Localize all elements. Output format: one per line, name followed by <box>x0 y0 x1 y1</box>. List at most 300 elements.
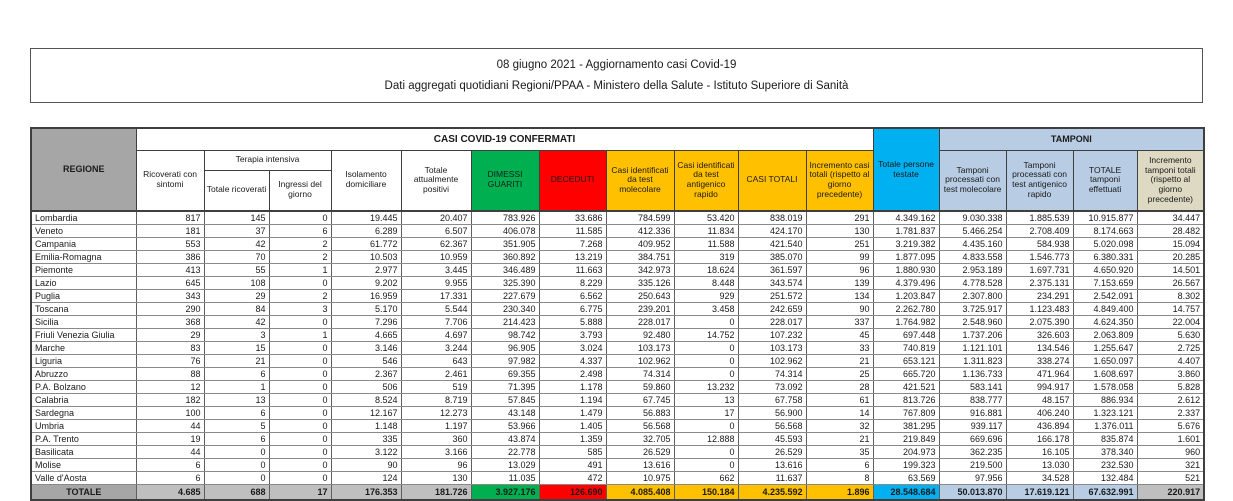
col-header-ricoverati: Ricoverati con sintomi <box>136 150 204 211</box>
value-cell: 521 <box>1137 472 1204 485</box>
region-cell: Lombardia <box>31 211 136 225</box>
value-cell: 7.706 <box>401 316 471 329</box>
value-cell: 166.178 <box>1006 433 1073 446</box>
value-cell: 100 <box>136 407 204 420</box>
value-cell: 6 <box>136 472 204 485</box>
total-value-cell: 4.235.592 <box>738 485 806 501</box>
table-row <box>31 459 1204 472</box>
value-cell: 519 <box>401 381 471 394</box>
value-cell: 230.340 <box>471 303 539 316</box>
value-cell: 18.624 <box>674 264 738 277</box>
value-cell: 4.778.528 <box>939 277 1006 290</box>
value-cell: 929 <box>674 290 738 303</box>
value-cell: 0 <box>269 459 331 472</box>
value-cell: 2 <box>269 290 331 303</box>
total-row <box>31 485 1204 501</box>
value-cell: 44 <box>136 446 204 459</box>
value-cell: 71.395 <box>471 381 539 394</box>
value-cell: 491 <box>539 459 606 472</box>
value-cell: 16.105 <box>1006 446 1073 459</box>
value-cell: 3.024 <box>539 342 606 355</box>
value-cell: 17 <box>674 407 738 420</box>
value-cell: 56.900 <box>738 407 806 420</box>
value-cell: 20.285 <box>1137 251 1204 264</box>
value-cell: 3.244 <box>401 342 471 355</box>
value-cell: 767.809 <box>873 407 939 420</box>
value-cell: 326.603 <box>1006 329 1073 342</box>
value-cell: 409.952 <box>606 238 674 251</box>
value-cell: 29 <box>136 329 204 342</box>
value-cell: 662 <box>674 472 738 485</box>
value-cell: 2 <box>269 251 331 264</box>
value-cell: 817 <box>136 211 204 225</box>
value-cell: 335.126 <box>606 277 674 290</box>
value-cell: 22.778 <box>471 446 539 459</box>
value-cell: 653.121 <box>873 355 939 368</box>
value-cell: 2.262.780 <box>873 303 939 316</box>
value-cell: 69.355 <box>471 368 539 381</box>
value-cell: 5.020.098 <box>1073 238 1137 251</box>
value-cell: 335 <box>331 433 401 446</box>
value-cell: 234.291 <box>1006 290 1073 303</box>
region-cell: Molise <box>31 459 136 472</box>
value-cell: 8.524 <box>331 394 401 407</box>
value-cell: 19 <box>136 433 204 446</box>
region-cell: Veneto <box>31 225 136 238</box>
value-cell: 0 <box>674 446 738 459</box>
region-cell: Toscana <box>31 303 136 316</box>
value-cell: 20.407 <box>401 211 471 225</box>
value-cell: 14.501 <box>1137 264 1204 277</box>
value-cell: 13.616 <box>738 459 806 472</box>
col-header-persone-testate: Totale persone testate <box>873 128 939 211</box>
value-cell: 13 <box>204 394 269 407</box>
value-cell: 585 <box>539 446 606 459</box>
value-cell: 48.157 <box>1006 394 1073 407</box>
value-cell: 1.255.647 <box>1073 342 1137 355</box>
value-cell: 5.888 <box>539 316 606 329</box>
value-cell: 583.141 <box>939 381 1006 394</box>
col-header-dimessi-guariti: DIMESSI GUARITI <box>471 150 539 211</box>
value-cell: 37 <box>204 225 269 238</box>
value-cell: 67.758 <box>738 394 806 407</box>
value-cell: 424.170 <box>738 225 806 238</box>
value-cell: 73.092 <box>738 381 806 394</box>
value-cell: 1.479 <box>539 407 606 420</box>
value-cell: 384.751 <box>606 251 674 264</box>
value-cell: 0 <box>269 342 331 355</box>
value-cell: 22.004 <box>1137 316 1204 329</box>
table-row <box>31 368 1204 381</box>
value-cell: 916.881 <box>939 407 1006 420</box>
value-cell: 12.167 <box>331 407 401 420</box>
value-cell: 33.686 <box>539 211 606 225</box>
value-cell: 4.665 <box>331 329 401 342</box>
value-cell: 1 <box>204 381 269 394</box>
value-cell: 15.094 <box>1137 238 1204 251</box>
value-cell: 13.232 <box>674 381 738 394</box>
value-cell: 76 <box>136 355 204 368</box>
value-cell: 4.624.350 <box>1073 316 1137 329</box>
value-cell: 11.585 <box>539 225 606 238</box>
value-cell: 436.894 <box>1006 420 1073 433</box>
value-cell: 70 <box>204 251 269 264</box>
value-cell: 10.503 <box>331 251 401 264</box>
total-value-cell: 688 <box>204 485 269 501</box>
value-cell: 1.885.539 <box>1006 211 1073 225</box>
value-cell: 1.194 <box>539 394 606 407</box>
value-cell: 43.874 <box>471 433 539 446</box>
value-cell: 103.173 <box>738 342 806 355</box>
group-header-confermati: CASI COVID-19 CONFERMATI <box>136 128 873 150</box>
value-cell: 1.877.095 <box>873 251 939 264</box>
value-cell: 102.962 <box>738 355 806 368</box>
value-cell: 5.544 <box>401 303 471 316</box>
value-cell: 783.926 <box>471 211 539 225</box>
col-header-terapia-totale: Totale ricoverati <box>204 170 269 211</box>
value-cell: 4.650.920 <box>1073 264 1137 277</box>
value-cell: 2.977 <box>331 264 401 277</box>
value-cell: 3.445 <box>401 264 471 277</box>
value-cell: 232.530 <box>1073 459 1137 472</box>
value-cell: 2.075.390 <box>1006 316 1073 329</box>
value-cell: 6 <box>204 368 269 381</box>
value-cell: 10.959 <box>401 251 471 264</box>
value-cell: 319 <box>674 251 738 264</box>
value-cell: 835.874 <box>1073 433 1137 446</box>
table-row <box>31 225 1204 238</box>
value-cell: 7.153.659 <box>1073 277 1137 290</box>
covid-data-table <box>30 127 1205 501</box>
total-value-cell: 4.085.408 <box>606 485 674 501</box>
table-row <box>31 446 1204 459</box>
value-cell: 6.380.331 <box>1073 251 1137 264</box>
value-cell: 0 <box>269 381 331 394</box>
value-cell: 11.588 <box>674 238 738 251</box>
value-cell: 45.593 <box>738 433 806 446</box>
value-cell: 1.123.483 <box>1006 303 1073 316</box>
value-cell: 29 <box>204 290 269 303</box>
value-cell: 12.273 <box>401 407 471 420</box>
value-cell: 813.726 <box>873 394 939 407</box>
region-cell: Lazio <box>31 277 136 290</box>
value-cell: 0 <box>204 446 269 459</box>
value-cell: 0 <box>269 472 331 485</box>
value-cell: 4.435.160 <box>939 238 1006 251</box>
region-cell: Sicilia <box>31 316 136 329</box>
value-cell: 412.336 <box>606 225 674 238</box>
value-cell: 3.793 <box>539 329 606 342</box>
table-row <box>31 394 1204 407</box>
region-cell: Sardegna <box>31 407 136 420</box>
value-cell: 3.122 <box>331 446 401 459</box>
value-cell: 26.567 <box>1137 277 1204 290</box>
value-cell: 59.860 <box>606 381 674 394</box>
value-cell: 11.035 <box>471 472 539 485</box>
value-cell: 92.480 <box>606 329 674 342</box>
value-cell: 5.676 <box>1137 420 1204 433</box>
value-cell: 3.458 <box>674 303 738 316</box>
value-cell: 2 <box>269 238 331 251</box>
value-cell: 0 <box>269 277 331 290</box>
value-cell: 406.240 <box>1006 407 1073 420</box>
value-cell: 227.679 <box>471 290 539 303</box>
value-cell: 61 <box>806 394 873 407</box>
value-cell: 107.232 <box>738 329 806 342</box>
total-value-cell: 176.353 <box>331 485 401 501</box>
value-cell: 553 <box>136 238 204 251</box>
table-row <box>31 277 1204 290</box>
value-cell: 346.489 <box>471 264 539 277</box>
value-cell: 45 <box>806 329 873 342</box>
region-cell: Campania <box>31 238 136 251</box>
value-cell: 0 <box>269 420 331 433</box>
region-cell: Friuli Venezia Giulia <box>31 329 136 342</box>
value-cell: 134.546 <box>1006 342 1073 355</box>
value-cell: 9.030.338 <box>939 211 1006 225</box>
total-value-cell: 126.690 <box>539 485 606 501</box>
region-cell: Valle d'Aosta <box>31 472 136 485</box>
value-cell: 21 <box>204 355 269 368</box>
value-cell: 351.905 <box>471 238 539 251</box>
value-cell: 132.484 <box>1073 472 1137 485</box>
total-value-cell: 3.927.176 <box>471 485 539 501</box>
value-cell: 1.781.837 <box>873 225 939 238</box>
value-cell: 34.447 <box>1137 211 1204 225</box>
col-header-casi-antigenico: Casi identificati da test antigenico rapido <box>674 150 738 211</box>
table-row <box>31 238 1204 251</box>
value-cell: 0 <box>269 407 331 420</box>
value-cell: 2.063.809 <box>1073 329 1137 342</box>
value-cell: 1.880.930 <box>873 264 939 277</box>
region-cell: Umbria <box>31 420 136 433</box>
value-cell: 26.529 <box>738 446 806 459</box>
value-cell: 2.542.091 <box>1073 290 1137 303</box>
value-cell: 4.337 <box>539 355 606 368</box>
value-cell: 1 <box>269 264 331 277</box>
value-cell: 0 <box>269 394 331 407</box>
total-value-cell: 4.685 <box>136 485 204 501</box>
value-cell: 1.546.773 <box>1006 251 1073 264</box>
value-cell: 21 <box>806 433 873 446</box>
value-cell: 8.719 <box>401 394 471 407</box>
value-cell: 90 <box>806 303 873 316</box>
value-cell: 665.720 <box>873 368 939 381</box>
value-cell: 3.725.917 <box>939 303 1006 316</box>
value-cell: 368 <box>136 316 204 329</box>
value-cell: 2.953.189 <box>939 264 1006 277</box>
value-cell: 25 <box>806 368 873 381</box>
value-cell: 0 <box>674 355 738 368</box>
value-cell: 83 <box>136 342 204 355</box>
value-cell: 1.121.101 <box>939 342 1006 355</box>
col-header-tamponi-totale: TOTALE tamponi effettuati <box>1073 150 1137 211</box>
value-cell: 5.170 <box>331 303 401 316</box>
col-header-tamponi-antigenico: Tamponi processati con test antigenico rapido <box>1006 150 1073 211</box>
value-cell: 2.548.960 <box>939 316 1006 329</box>
value-cell: 2.461 <box>401 368 471 381</box>
value-cell: 1.697.731 <box>1006 264 1073 277</box>
value-cell: 6 <box>136 459 204 472</box>
value-cell: 7.296 <box>331 316 401 329</box>
value-cell: 90 <box>331 459 401 472</box>
value-cell: 421.540 <box>738 238 806 251</box>
value-cell: 250.643 <box>606 290 674 303</box>
value-cell: 669.696 <box>939 433 1006 446</box>
value-cell: 4.407 <box>1137 355 1204 368</box>
region-cell: P.A. Trento <box>31 433 136 446</box>
value-cell: 13.030 <box>1006 459 1073 472</box>
value-cell: 251 <box>806 238 873 251</box>
value-cell: 15 <box>204 342 269 355</box>
value-cell: 740.819 <box>873 342 939 355</box>
value-cell: 4.697 <box>401 329 471 342</box>
value-cell: 56.568 <box>738 420 806 433</box>
value-cell: 42 <box>204 316 269 329</box>
value-cell: 182 <box>136 394 204 407</box>
table-row <box>31 472 1204 485</box>
value-cell: 1.311.823 <box>939 355 1006 368</box>
table-row <box>31 316 1204 329</box>
value-cell: 8.229 <box>539 277 606 290</box>
table-row <box>31 407 1204 420</box>
value-cell: 4.379.496 <box>873 277 939 290</box>
value-cell: 8.302 <box>1137 290 1204 303</box>
value-cell: 2.375.131 <box>1006 277 1073 290</box>
total-value-cell: 50.013.870 <box>939 485 1006 501</box>
value-cell: 1.405 <box>539 420 606 433</box>
value-cell: 1.136.733 <box>939 368 1006 381</box>
table-row <box>31 329 1204 342</box>
value-cell: 17.331 <box>401 290 471 303</box>
value-cell: 6 <box>806 459 873 472</box>
value-cell: 1.608.697 <box>1073 368 1137 381</box>
value-cell: 97.956 <box>939 472 1006 485</box>
value-cell: 385.070 <box>738 251 806 264</box>
value-cell: 994.917 <box>1006 381 1073 394</box>
value-cell: 99 <box>806 251 873 264</box>
value-cell: 939.117 <box>939 420 1006 433</box>
value-cell: 12 <box>136 381 204 394</box>
value-cell: 5.630 <box>1137 329 1204 342</box>
value-cell: 11.663 <box>539 264 606 277</box>
value-cell: 6.562 <box>539 290 606 303</box>
value-cell: 1.148 <box>331 420 401 433</box>
value-cell: 960 <box>1137 446 1204 459</box>
value-cell: 471.964 <box>1006 368 1073 381</box>
value-cell: 381.295 <box>873 420 939 433</box>
value-cell: 9.202 <box>331 277 401 290</box>
value-cell: 8 <box>806 472 873 485</box>
value-cell: 2.708.409 <box>1006 225 1073 238</box>
value-cell: 67.745 <box>606 394 674 407</box>
value-cell: 360.892 <box>471 251 539 264</box>
value-cell: 9.955 <box>401 277 471 290</box>
value-cell: 3.166 <box>401 446 471 459</box>
value-cell: 3.860 <box>1137 368 1204 381</box>
value-cell: 4.833.558 <box>939 251 1006 264</box>
value-cell: 13 <box>674 394 738 407</box>
col-header-terapia-ingressi: Ingressi del giorno <box>269 170 331 211</box>
table-row <box>31 290 1204 303</box>
value-cell: 1.203.847 <box>873 290 939 303</box>
value-cell: 362.235 <box>939 446 1006 459</box>
value-cell: 0 <box>269 316 331 329</box>
value-cell: 28 <box>806 381 873 394</box>
value-cell: 2.612 <box>1137 394 1204 407</box>
value-cell: 546 <box>331 355 401 368</box>
total-label-cell: TOTALE <box>31 485 136 501</box>
value-cell: 74.314 <box>738 368 806 381</box>
value-cell: 84 <box>204 303 269 316</box>
value-cell: 886.934 <box>1073 394 1137 407</box>
table-row <box>31 264 1204 277</box>
value-cell: 130 <box>806 225 873 238</box>
value-cell: 584.938 <box>1006 238 1073 251</box>
value-cell: 361.597 <box>738 264 806 277</box>
value-cell: 32 <box>806 420 873 433</box>
value-cell: 34.528 <box>1006 472 1073 485</box>
value-cell: 56.568 <box>606 420 674 433</box>
value-cell: 2.367 <box>331 368 401 381</box>
col-header-isolamento: Isolamento domiciliare <box>331 150 401 211</box>
report-title-line2: Dati aggregati quotidiani Regioni/PPAA - Ministero della Salute - Istituto Superiore di Sanità <box>384 80 849 93</box>
value-cell: 342.973 <box>606 264 674 277</box>
value-cell: 53.966 <box>471 420 539 433</box>
value-cell: 697.448 <box>873 329 939 342</box>
value-cell: 33 <box>806 342 873 355</box>
value-cell: 3 <box>204 329 269 342</box>
value-cell: 14 <box>806 407 873 420</box>
value-cell: 56.883 <box>606 407 674 420</box>
value-cell: 6.775 <box>539 303 606 316</box>
total-value-cell: 67.632.991 <box>1073 485 1137 501</box>
value-cell: 204.973 <box>873 446 939 459</box>
value-cell: 199.323 <box>873 459 939 472</box>
value-cell: 228.017 <box>738 316 806 329</box>
value-cell: 0 <box>204 472 269 485</box>
value-cell: 55 <box>204 264 269 277</box>
value-cell: 96.905 <box>471 342 539 355</box>
value-cell: 290 <box>136 303 204 316</box>
value-cell: 0 <box>269 211 331 225</box>
value-cell: 343 <box>136 290 204 303</box>
value-cell: 13.029 <box>471 459 539 472</box>
value-cell: 32.705 <box>606 433 674 446</box>
region-cell: P.A. Bolzano <box>31 381 136 394</box>
value-cell: 1 <box>269 329 331 342</box>
value-cell: 0 <box>269 433 331 446</box>
table-row <box>31 211 1204 225</box>
value-cell: 11.834 <box>674 225 738 238</box>
value-cell: 4.349.162 <box>873 211 939 225</box>
value-cell: 413 <box>136 264 204 277</box>
value-cell: 8.174.663 <box>1073 225 1137 238</box>
value-cell: 1.359 <box>539 433 606 446</box>
value-cell: 57.845 <box>471 394 539 407</box>
value-cell: 219.849 <box>873 433 939 446</box>
value-cell: 124 <box>331 472 401 485</box>
region-cell: Marche <box>31 342 136 355</box>
region-cell: Basilicata <box>31 446 136 459</box>
value-cell: 643 <box>401 355 471 368</box>
region-cell: Calabria <box>31 394 136 407</box>
value-cell: 6.507 <box>401 225 471 238</box>
value-cell: 5 <box>204 420 269 433</box>
value-cell: 2.307.800 <box>939 290 1006 303</box>
report-title-line1: 08 giugno 2021 - Aggiornamento casi Covid-19 <box>496 58 737 71</box>
value-cell: 1.764.982 <box>873 316 939 329</box>
